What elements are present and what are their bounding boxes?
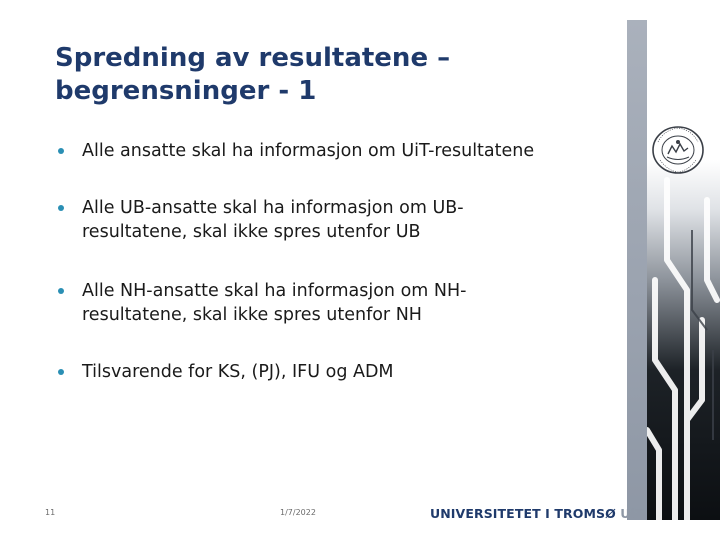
logo-text: UNIVERSITETET I TROMSØ — [430, 506, 616, 521]
bullet-item — [55, 196, 464, 244]
bullet-dot-icon — [58, 148, 64, 154]
bullet-item — [55, 279, 466, 327]
bullet-text: Alle ansatte skal ha informasjon om UiT-resultatene — [82, 141, 535, 161]
bullet-item — [55, 139, 534, 163]
circuit-pattern-icon — [647, 20, 720, 520]
university-seal-icon — [650, 124, 706, 176]
decorative-strip — [627, 20, 647, 520]
bullet-item — [55, 360, 394, 384]
bullet-text-cont: resultatene, skal ikke spres utenfor NH — [82, 305, 422, 325]
bullet-text: Tilsvarende for KS, (PJ), IFU og ADM — [82, 362, 394, 382]
bullet-dot-icon — [58, 205, 64, 211]
bullet-text-cont: resultatene, skal ikke spres utenfor UB — [82, 222, 421, 242]
title-line-2: begrensninger - 1 — [55, 76, 317, 106]
page-number: 11 — [45, 508, 56, 517]
title-line-1: Spredning av resultatene – — [55, 43, 451, 73]
slide-title — [55, 42, 575, 108]
university-logo — [430, 506, 644, 521]
bullet-text: Alle UB-ansatte skal ha informasjon om UB- — [82, 198, 464, 218]
slide-date: 1/7/2022 — [280, 508, 316, 517]
logo-uit: UiT — [620, 506, 644, 521]
bullet-dot-icon — [58, 288, 64, 294]
bullet-dot-icon — [58, 369, 64, 375]
bullet-text: Alle NH-ansatte skal ha informasjon om NH- — [82, 281, 467, 301]
